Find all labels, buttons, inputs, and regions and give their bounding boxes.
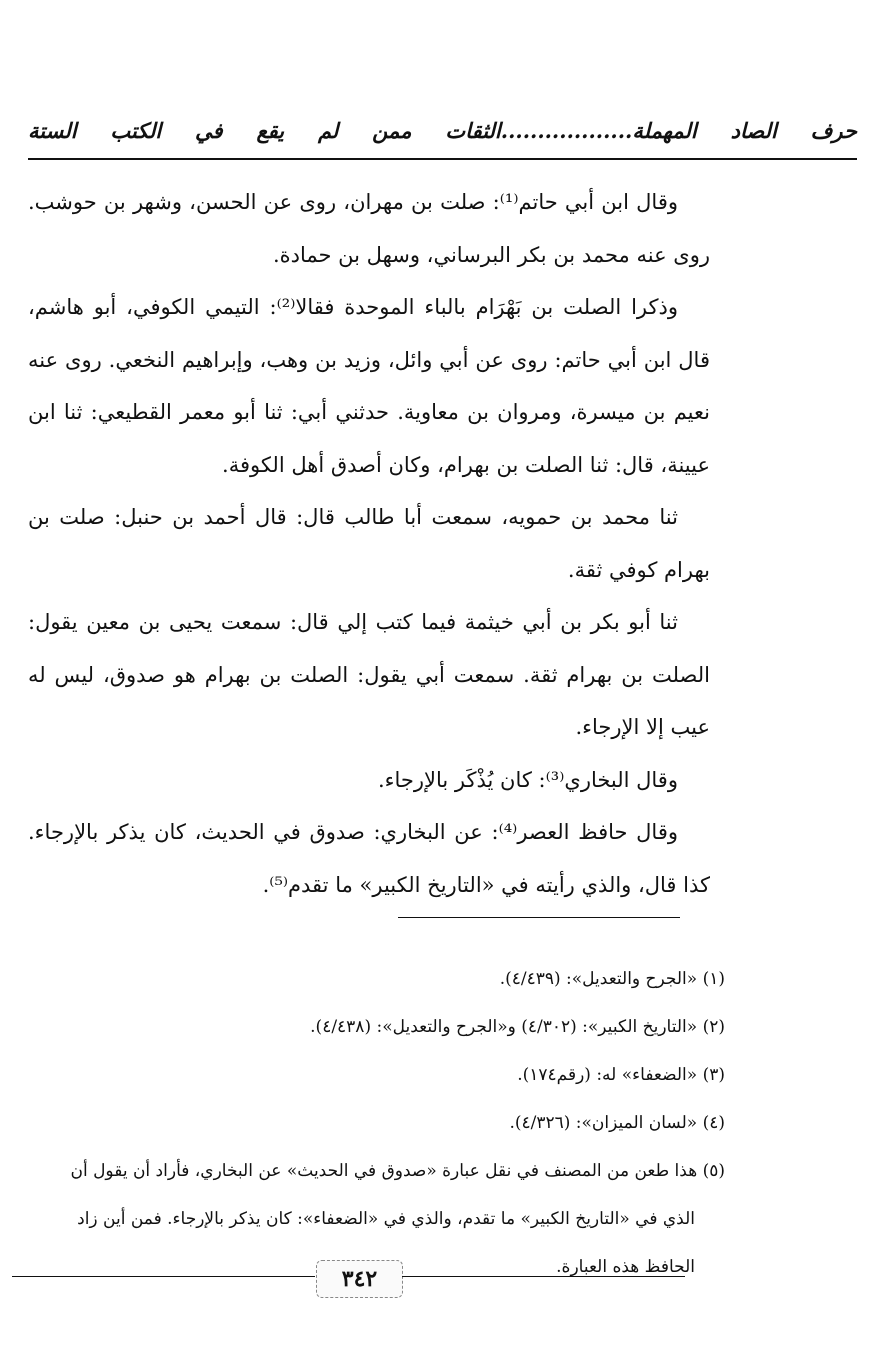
footnote-separator bbox=[398, 917, 680, 918]
footnote-5-continuation: الحافظ هذه العبارة. bbox=[556, 1257, 695, 1277]
paragraph: وذكرا الصلت بن بَهْرَام بالباء الموحدة فقالا⁽²⁾: التيمي الكوفي، أبو هاشم، قال ابن أبي حاتم: روى عن أبي وائل، وزيد بن وهب، وإبراهيم النخعي. روى عنه نعيم بن ميسرة، ومروان بن معاوية. حدثني أبي: ثنا أبو معمر القطيعي: ثنا ابن عيينة، قال: ثنا الصلت بن بهرام، وكان أصدق أهل الكوفة. bbox=[28, 295, 710, 477]
footnote-2: (٢) «التاريخ الكبير»: (٤/٣٠٢) و«الجرح والتعديل»: (٤/٤٣٨). bbox=[310, 1017, 725, 1037]
footnote-4: (٤) «لسان الميزان»: (٤/٣٢٦). bbox=[509, 1113, 725, 1133]
running-header bbox=[28, 118, 857, 158]
footnote-5-continuation: الذي في «التاريخ الكبير» ما تقدم، والذي في «الضعفاء»: كان يذكر بالإرجاء. فمن أين زاد bbox=[77, 1209, 695, 1229]
main-text bbox=[28, 176, 710, 911]
footnote-1: (١) «الجرح والتعديل»: (٤/٤٣٩). bbox=[499, 969, 725, 989]
header-section-title: حرف الصاد المهملة......... bbox=[566, 118, 858, 143]
header-divider bbox=[28, 158, 857, 160]
footnote-3: (٣) «الضعفاء» له: (رقم١٧٤). bbox=[517, 1065, 725, 1085]
paragraph: وقال حافظ العصر⁽⁴⁾: عن البخاري: صدوق في الحديث، كان يذكر بالإرجاء. كذا قال، والذي رأيته في «التاريخ الكبير» ما تقدم⁽⁵⁾. bbox=[28, 820, 710, 897]
footer-rule-right bbox=[402, 1276, 685, 1277]
paragraph: ثنا أبو بكر بن أبي خيثمة فيما كتب إلي قال: سمعت يحيى بن معين يقول: الصلت بن بهرام ثقة. سمعت أبي يقول: الصلت بن بهرام هو صدوق، ليس له عيب إلا الإرجاء. bbox=[28, 610, 710, 739]
footnote-5: (٥) هذا طعن من المصنف في نقل عبارة «صدوق في الحديث» عن البخاري، فأراد أن يقول أن bbox=[70, 1161, 725, 1181]
paragraph: وقال ابن أبي حاتم⁽¹⁾: صلت بن مهران، روى عن الحسن، وشهر بن حوشب. روى عنه محمد بن بكر البرساني، وسهل بن حمادة. bbox=[28, 190, 710, 267]
paragraph: وقال البخاري⁽³⁾: كان يُذْكَر بالإرجاء. bbox=[377, 767, 678, 792]
paragraph: ثنا محمد بن حمويه، سمعت أبا طالب قال: قال أحمد بن حنبل: صلت بن بهرام كوفي ثقة. bbox=[28, 505, 710, 582]
page-number: ٣٤٢ bbox=[316, 1260, 403, 1298]
header-book-title: .........الثقات ممن لم يقع في الكتب الستة bbox=[28, 118, 567, 143]
footnotes bbox=[8, 955, 725, 1291]
footer-rule-left bbox=[12, 1276, 315, 1277]
